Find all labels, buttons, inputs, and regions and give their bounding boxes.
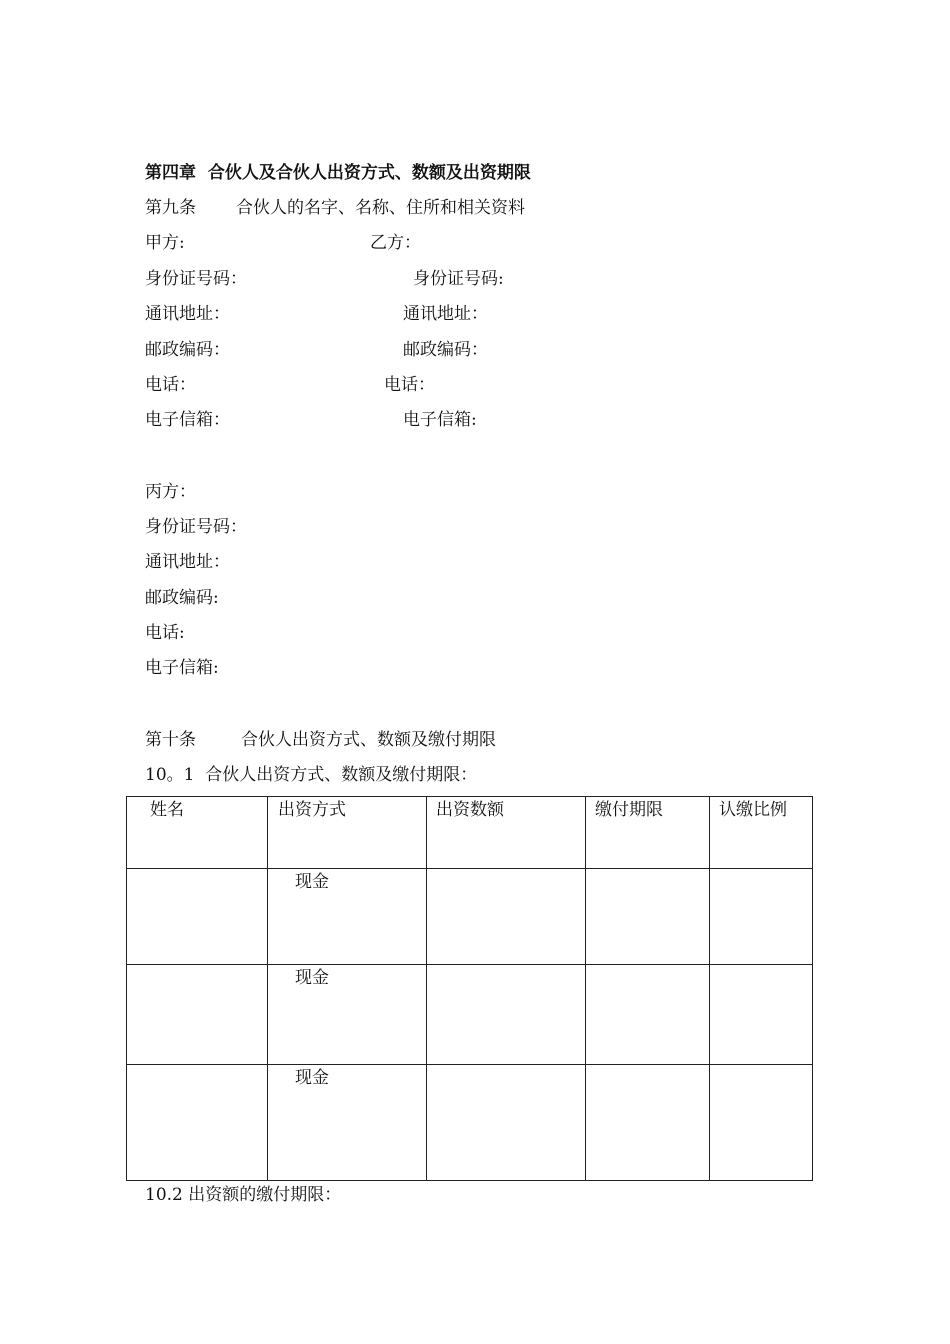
cell-amount[interactable] <box>427 965 586 1065</box>
party-a-postcode: 邮政编码： <box>145 340 230 360</box>
cell-deadline[interactable] <box>586 965 710 1065</box>
cell-deadline[interactable] <box>586 869 710 965</box>
header-cell-amount: 出资数额 <box>427 797 586 869</box>
party-c-postcode: 邮政编码: <box>145 588 219 608</box>
table-row <box>127 1065 813 1181</box>
cell-method[interactable]: 现金 <box>268 965 427 1065</box>
cell-ratio[interactable] <box>710 869 813 965</box>
article-10-number: 第十条 <box>145 730 196 750</box>
table-row <box>127 869 813 965</box>
cell-ratio[interactable] <box>710 965 813 1065</box>
party-c-id: 身份证号码： <box>145 517 247 537</box>
cell-name[interactable] <box>127 965 268 1065</box>
party-b-email: 电子信箱: <box>403 410 477 430</box>
party-c-phone: 电话: <box>145 623 185 643</box>
table-row <box>127 965 813 1065</box>
party-c-name: 丙方： <box>145 482 196 502</box>
party-b-phone: 电话： <box>384 375 435 395</box>
party-a-name: 甲方: <box>145 233 185 253</box>
clause-10-2: 10.2 出资额的缴付期限： <box>145 1185 342 1205</box>
cell-method[interactable]: 现金 <box>268 1065 427 1181</box>
article-9-number: 第九条 <box>145 198 196 218</box>
party-a-email: 电子信箱： <box>145 410 230 430</box>
cell-amount[interactable] <box>427 869 586 965</box>
table-header-row <box>127 797 813 869</box>
cell-name[interactable] <box>127 1065 268 1181</box>
party-a-id: 身份证号码： <box>145 269 247 289</box>
contribution-table <box>126 796 813 1181</box>
chapter-title: 第四章 合伙人及合伙人出资方式、数额及出资期限 <box>145 163 531 183</box>
cell-name[interactable] <box>127 869 268 965</box>
header-cell-name: 姓名 <box>127 797 268 869</box>
cell-amount[interactable] <box>427 1065 586 1181</box>
party-c-address: 通讯地址： <box>145 552 230 572</box>
party-b-name: 乙方： <box>370 233 421 253</box>
party-b-address: 通讯地址： <box>403 304 488 324</box>
header-cell-deadline: 缴付期限 <box>586 797 710 869</box>
article-9-title: 合伙人的名字、名称、住所和相关资料 <box>236 198 525 218</box>
party-c-email: 电子信箱: <box>145 658 219 678</box>
party-a-phone: 电话： <box>145 375 196 395</box>
party-b-postcode: 邮政编码： <box>403 340 488 360</box>
header-cell-method: 出资方式 <box>268 797 427 869</box>
party-a-address: 通讯地址： <box>145 304 230 324</box>
clause-10-1: 10。1 合伙人出资方式、数额及缴付期限： <box>145 765 478 785</box>
article-10-title: 合伙人出资方式、数额及缴付期限 <box>241 730 496 750</box>
cell-deadline[interactable] <box>586 1065 710 1181</box>
header-cell-ratio: 认缴比例 <box>710 797 813 869</box>
cell-method[interactable]: 现金 <box>268 869 427 965</box>
party-b-id: 身份证号码: <box>413 269 504 289</box>
cell-ratio[interactable] <box>710 1065 813 1181</box>
